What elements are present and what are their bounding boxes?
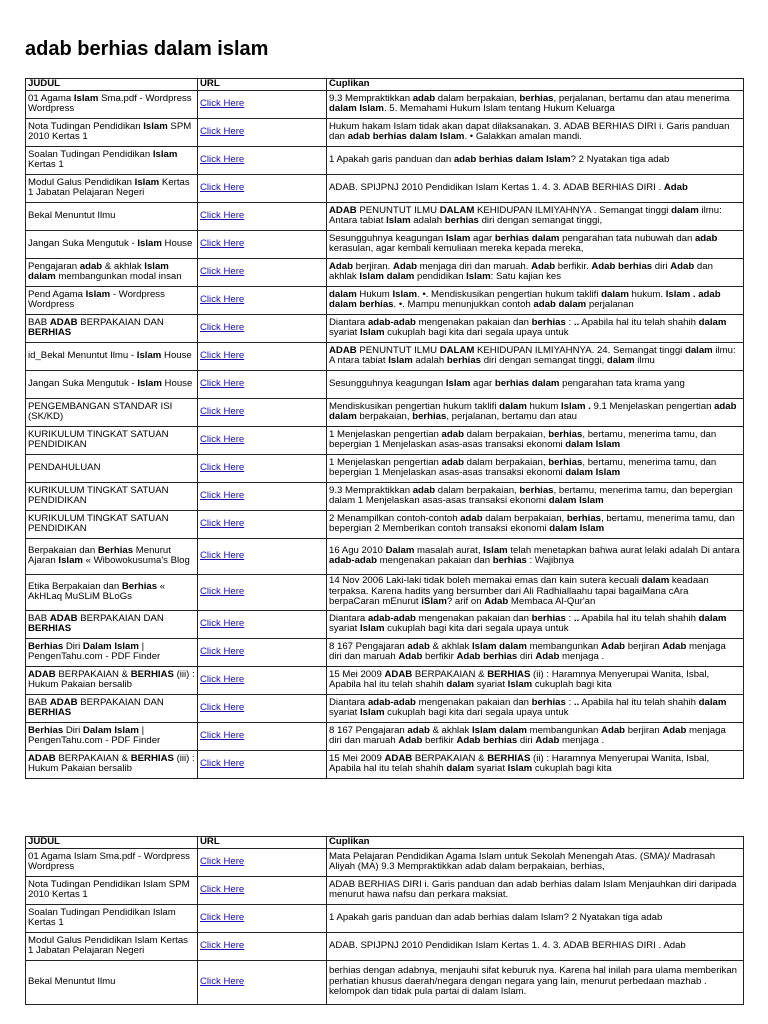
table-row xyxy=(26,574,744,610)
table-row xyxy=(26,722,744,750)
click-here-link[interactable]: Click Here xyxy=(200,125,245,137)
cell-cuplikan: Mendiskusikan pengertian hukum taklifi dalam hukum Islam . 9.1 Menjelaskan pengertian adab dalam berpakaian, berhias, perjalanan, bertamu dan atau xyxy=(327,398,744,426)
click-here-link[interactable]: Click Here xyxy=(200,911,245,923)
cell-cuplikan: ADAB BERHIAS DIRI i. Garis panduan dan adab berhias dalam Islam Menjauhkan diri daripada menurut hawa nafsu dan perkara maksiat. xyxy=(327,876,744,904)
cell-url xyxy=(198,750,327,778)
cell-cuplikan: Sesungguhnya keagungan Islam agar berhias dalam pengarahan tata krama yang xyxy=(327,370,744,398)
click-here-link[interactable]: Click Here xyxy=(200,97,245,109)
cell-url xyxy=(198,426,327,454)
click-here-link[interactable]: Click Here xyxy=(200,549,245,561)
table-row xyxy=(26,848,744,876)
table-row xyxy=(26,314,744,342)
cell-judul: BAB ADAB BERPAKAIAN DAN BERHIAS xyxy=(26,694,198,722)
cell-cuplikan: berhias dengan adabnya, menjauhi sifat keburuk nya. Karena hal inilah para ulama memberikan perhatian khusus daerah/negara dengan negara yang lain, menurut perbedaan mazhab . kelompok dan tidak pula partai di dalam Islam. xyxy=(327,960,744,1004)
cell-cuplikan: Diantara adab-adab mengenakan pakaian dan berhias : .. Apabila hal itu telah shahih dalam syariat Islam cukuplah bagi kita dari segala upaya untuk xyxy=(327,314,744,342)
cell-cuplikan: 1 Apakah garis panduan dan adab berhias dalam Islam? 2 Nyatakan tiga adab xyxy=(327,146,744,174)
cell-judul: Bekal Menuntut Ilmu xyxy=(26,960,198,1004)
table-row xyxy=(26,258,744,286)
cell-url xyxy=(198,258,327,286)
click-here-link[interactable]: Click Here xyxy=(200,489,245,501)
cell-cuplikan: Diantara adab-adab mengenakan pakaian dan berhias : .. Apabila hal itu telah shahih dalam syariat Islam cukuplah bagi kita dari segala upaya untuk xyxy=(327,610,744,638)
cell-url xyxy=(198,510,327,538)
cell-cuplikan: ADAB. SPIJPNJ 2010 Pendidikan Islam Kertas 1. 4. 3. ADAB BERHIAS DIRI . Adab xyxy=(327,174,744,202)
table-row xyxy=(26,174,744,202)
click-here-link[interactable]: Click Here xyxy=(200,855,245,867)
cell-cuplikan: ADAB PENUNTUT ILMU DALAM KEHIDUPAN ILMIYAHNYA. 24. Semangat tinggi dalam ilmu: A ntara tabiat Islam adalah berhias diri dengan semangat tinggi, dalam ilmu xyxy=(327,342,744,370)
header-cuplikan: Cuplikan xyxy=(327,79,744,91)
cell-judul: KURIKULUM TINGKAT SATUAN PENDIDIKAN xyxy=(26,482,198,510)
cell-cuplikan: Adab berjiran. Adab menjaga diri dan maruah. Adab berfikir. Adab berhias diri Adab dan akhlak Islam dalam pendidikan Islam: Satu kajian kes xyxy=(327,258,744,286)
header-judul: JUDUL xyxy=(26,79,198,91)
cell-judul: Modul Galus Pendidikan Islam Kertas 1 Jabatan Pelajaran Negeri xyxy=(26,932,198,960)
cell-judul: Soalan Tudingan Pendidikan Islam Kertas 1 xyxy=(26,904,198,932)
cell-cuplikan: 1 Menjelaskan pengertian adab dalam berpakaian, berhias, bertamu, menerima tamu, dan bepergian 1 Menjelaskan asas-asas transaksi ekonomi dalam Islam xyxy=(327,426,744,454)
table-row xyxy=(26,960,744,1004)
cell-cuplikan: 1 Apakah garis panduan dan adab berhias dalam Islam? 2 Nyatakan tiga adab xyxy=(327,904,744,932)
table-row xyxy=(26,370,744,398)
click-here-link[interactable]: Click Here xyxy=(200,517,245,529)
cell-cuplikan: Mata Pelajaran Pendidikan Agama Islam untuk Sekolah Menengah Atas. (SMA)/ Madrasah Aliyah (MA) 9.3 Mempraktikkan adab dalam berpakaian, berhias, xyxy=(327,848,744,876)
cell-url xyxy=(198,960,327,1004)
table-row xyxy=(26,146,744,174)
header-judul: JUDUL xyxy=(26,837,198,849)
cell-url xyxy=(198,118,327,146)
cell-judul: Jangan Suka Mengutuk - Islam House xyxy=(26,230,198,258)
cell-judul: Pend Agama Islam - Wordpress Wordpress xyxy=(26,286,198,314)
cell-judul: BAB ADAB BERPAKAIAN DAN BERHIAS xyxy=(26,610,198,638)
cell-judul: Jangan Suka Mengutuk - Islam House xyxy=(26,370,198,398)
cell-judul: Berhias Diri Dalam Islam | PengenTahu.com - PDF Finder xyxy=(26,722,198,750)
cell-url xyxy=(198,454,327,482)
table-row xyxy=(26,694,744,722)
table-row xyxy=(26,286,744,314)
cell-url xyxy=(198,574,327,610)
cell-judul: id_Bekal Menuntut Ilmu - Islam House xyxy=(26,342,198,370)
click-here-link[interactable]: Click Here xyxy=(200,645,245,657)
click-here-link[interactable]: Click Here xyxy=(200,701,245,713)
cell-judul: KURIKULUM TINGKAT SATUAN PENDIDIKAN xyxy=(26,510,198,538)
cell-url xyxy=(198,90,327,118)
cell-judul: Nota Tudingan Pendidikan Islam SPM 2010 Kertas 1 xyxy=(26,876,198,904)
click-here-link[interactable]: Click Here xyxy=(200,975,245,987)
table-header-row xyxy=(26,79,744,91)
cell-cuplikan: 14 Nov 2006 Laki-laki tidak boleh memakai emas dan kain sutera kecuali dalam keadaan terpaksa. Karena hadits yang bersumber dari Ali Radhiallaahu tapai bagaiMana cAra berpaCaran mEnurut iSlam? arif on Adab Membaca Al-Qur'an xyxy=(327,574,744,610)
cell-url xyxy=(198,342,327,370)
table-header-row xyxy=(26,837,744,849)
cell-cuplikan: 15 Mei 2009 ADAB BERPAKAIAN & BERHIAS (ii) : Haramnya Menyerupai Wanita, Isbal, Apabila hal itu telah shahih dalam syariat Islam cukuplah bagi kita xyxy=(327,750,744,778)
cell-cuplikan: Hukum hakam Islam tidak akan dapat dilaksanakan. 3. ADAB BERHIAS DIRI i. Garis panduan dan adab berhias dalam Islam. • Galakkan amalan mandi. xyxy=(327,118,744,146)
cell-judul: 01 Agama Islam Sma.pdf - Wordpress Wordpress xyxy=(26,90,198,118)
cell-judul: Pengajaran adab & akhlak Islam dalam membangunkan modal insan xyxy=(26,258,198,286)
cell-judul: Bekal Menuntut Ilmu xyxy=(26,202,198,230)
click-here-link[interactable]: Click Here xyxy=(200,349,245,361)
table-row xyxy=(26,482,744,510)
cell-cuplikan: 8 167 Pengajaran adab & akhlak Islam dalam membangunkan Adab berjiran Adab menjaga diri dan maruah Adab berfikir Adab berhias diri Adab menjaga . xyxy=(327,638,744,666)
table-row xyxy=(26,454,744,482)
table-row xyxy=(26,750,744,778)
cell-url xyxy=(198,904,327,932)
header-cuplikan: Cuplikan xyxy=(327,837,744,849)
click-here-link[interactable]: Click Here xyxy=(200,585,245,597)
cell-url xyxy=(198,146,327,174)
cell-judul: BAB ADAB BERPAKAIAN DAN BERHIAS xyxy=(26,314,198,342)
table-row xyxy=(26,904,744,932)
cell-judul: Berpakaian dan Berhias Menurut Ajaran Islam « Wibowokusuma's Blog xyxy=(26,538,198,574)
cell-cuplikan: ADAB. SPIJPNJ 2010 Pendidikan Islam Kertas 1. 4. 3. ADAB BERHIAS DIRI . Adab xyxy=(327,932,744,960)
table-row xyxy=(26,610,744,638)
cell-cuplikan: Sesungguhnya keagungan Islam agar berhias dalam pengarahan tata nubuwah dan adab kerasulan, agar kembali kemuliaan mereka kepada mereka, xyxy=(327,230,744,258)
header-url: URL xyxy=(198,79,327,91)
cell-judul: PENDAHULUAN xyxy=(26,454,198,482)
cell-judul: Berhias Diri Dalam Islam | PengenTahu.com - PDF Finder xyxy=(26,638,198,666)
table-row xyxy=(26,426,744,454)
cell-cuplikan: 1 Menjelaskan pengertian adab dalam berpakaian, berhias, bertamu, menerima tamu, dan bepergian 1 Menjelaskan asas-asas transaksi ekonomi dalam Islam xyxy=(327,454,744,482)
click-here-link[interactable]: Click Here xyxy=(200,433,245,445)
cell-url xyxy=(198,538,327,574)
click-here-link[interactable]: Click Here xyxy=(200,265,245,277)
cell-cuplikan: 2 Menampilkan contoh-contoh adab dalam berpakaian, berhias, bertamu, menerima tamu, dan bepergian 2 Memberikan contoh transaksi ekonomi dalam Islam xyxy=(327,510,744,538)
click-here-link[interactable]: Click Here xyxy=(200,377,245,389)
cell-url xyxy=(198,722,327,750)
table-row xyxy=(26,932,744,960)
click-here-link[interactable]: Click Here xyxy=(200,883,245,895)
click-here-link[interactable]: Click Here xyxy=(200,293,245,305)
cell-judul: Etika Berpakaian dan Berhias « AkHLaq MuSLiM BLoGs xyxy=(26,574,198,610)
click-here-link[interactable]: Click Here xyxy=(200,321,245,333)
cell-url xyxy=(198,370,327,398)
table-row xyxy=(26,398,744,426)
click-here-link[interactable]: Click Here xyxy=(200,673,245,685)
results-table-2 xyxy=(25,836,744,1005)
table-row xyxy=(26,230,744,258)
cell-url xyxy=(198,230,327,258)
cell-judul: PENGEMBANGAN STANDAR ISI (SK/KD) xyxy=(26,398,198,426)
table-row xyxy=(26,342,744,370)
cell-url xyxy=(198,286,327,314)
cell-url xyxy=(198,932,327,960)
table-row xyxy=(26,876,744,904)
click-here-link[interactable]: Click Here xyxy=(200,757,245,769)
cell-url xyxy=(198,876,327,904)
click-here-link[interactable]: Click Here xyxy=(200,939,245,951)
table-row xyxy=(26,118,744,146)
cell-url xyxy=(198,398,327,426)
page-title: adab berhias dalam islam xyxy=(25,38,269,60)
click-here-link[interactable]: Click Here xyxy=(200,617,245,629)
click-here-link[interactable]: Click Here xyxy=(200,209,245,221)
click-here-link[interactable]: Click Here xyxy=(200,461,245,473)
table-row xyxy=(26,202,744,230)
cell-url xyxy=(198,174,327,202)
cell-cuplikan: ADAB PENUNTUT ILMU DALAM KEHIDUPAN ILMIYAHNYA . Semangat tinggi dalam ilmu: Antara tabiat Islam adalah berhias diri dengan semangat tinggi, xyxy=(327,202,744,230)
cell-url xyxy=(198,482,327,510)
cell-cuplikan: 16 Agu 2010 Dalam masalah aurat, Islam telah menetapkan bahwa aurat lelaki adalah Di antara adab-adab mengenakan pakaian dan berhias : Wajibnya xyxy=(327,538,744,574)
cell-judul: Modul Galus Pendidikan Islam Kertas 1 Jabatan Pelajaran Negeri xyxy=(26,174,198,202)
cell-cuplikan: 8 167 Pengajaran adab & akhlak Islam dalam membangunkan Adab berjiran Adab menjaga diri dan maruah Adab berfikir Adab berhias diri Adab menjaga . xyxy=(327,722,744,750)
cell-cuplikan: 9.3 Mempraktikkan adab dalam berpakaian, berhias, bertamu, menerima tamu, dan bepergian dalam 1 Menjelaskan asas-asas transaksi ekonomi dalam Islam xyxy=(327,482,744,510)
cell-url xyxy=(198,694,327,722)
click-here-link[interactable]: Click Here xyxy=(200,153,245,165)
click-here-link[interactable]: Click Here xyxy=(200,237,245,249)
cell-judul: 01 Agama Islam Sma.pdf - Wordpress Wordpress xyxy=(26,848,198,876)
cell-judul: ADAB BERPAKAIAN & BERHIAS (iii) : Hukum Pakaian bersalib xyxy=(26,750,198,778)
cell-cuplikan: dalam Hukum Islam. •. Mendiskusikan pengertian hukum taklifi dalam hukum. Islam . adab dalam berhias. •. Mampu menunjukkan contoh adab dalam perjalanan xyxy=(327,286,744,314)
cell-url xyxy=(198,848,327,876)
cell-judul: ADAB BERPAKAIAN & BERHIAS (iii) : Hukum Pakaian bersalib xyxy=(26,666,198,694)
table-row xyxy=(26,510,744,538)
cell-judul: Soalan Tudingan Pendidikan Islam Kertas 1 xyxy=(26,146,198,174)
table-row xyxy=(26,638,744,666)
cell-url xyxy=(198,314,327,342)
cell-url xyxy=(198,638,327,666)
click-here-link[interactable]: Click Here xyxy=(200,729,245,741)
cell-cuplikan: Diantara adab-adab mengenakan pakaian dan berhias : .. Apabila hal itu telah shahih dalam syariat Islam cukuplah bagi kita dari segala upaya untuk xyxy=(327,694,744,722)
table-row xyxy=(26,666,744,694)
cell-judul: KURIKULUM TINGKAT SATUAN PENDIDIKAN xyxy=(26,426,198,454)
cell-url xyxy=(198,202,327,230)
cell-cuplikan: 15 Mei 2009 ADAB BERPAKAIAN & BERHIAS (ii) : Haramnya Menyerupai Wanita, Isbal, Apabila hal itu telah shahih dalam syariat Islam cukuplah bagi kita xyxy=(327,666,744,694)
cell-cuplikan: 9.3 Mempraktikkan adab dalam berpakaian, berhias, perjalanan, bertamu dan atau menerima dalam Islam. 5. Memahami Hukum Islam tentang Hukum Keluarga xyxy=(327,90,744,118)
click-here-link[interactable]: Click Here xyxy=(200,181,245,193)
results-table-1 xyxy=(25,78,744,779)
header-url: URL xyxy=(198,837,327,849)
click-here-link[interactable]: Click Here xyxy=(200,405,245,417)
table-row xyxy=(26,538,744,574)
table-row xyxy=(26,90,744,118)
cell-url xyxy=(198,666,327,694)
cell-url xyxy=(198,610,327,638)
cell-judul: Nota Tudingan Pendidikan Islam SPM 2010 Kertas 1 xyxy=(26,118,198,146)
